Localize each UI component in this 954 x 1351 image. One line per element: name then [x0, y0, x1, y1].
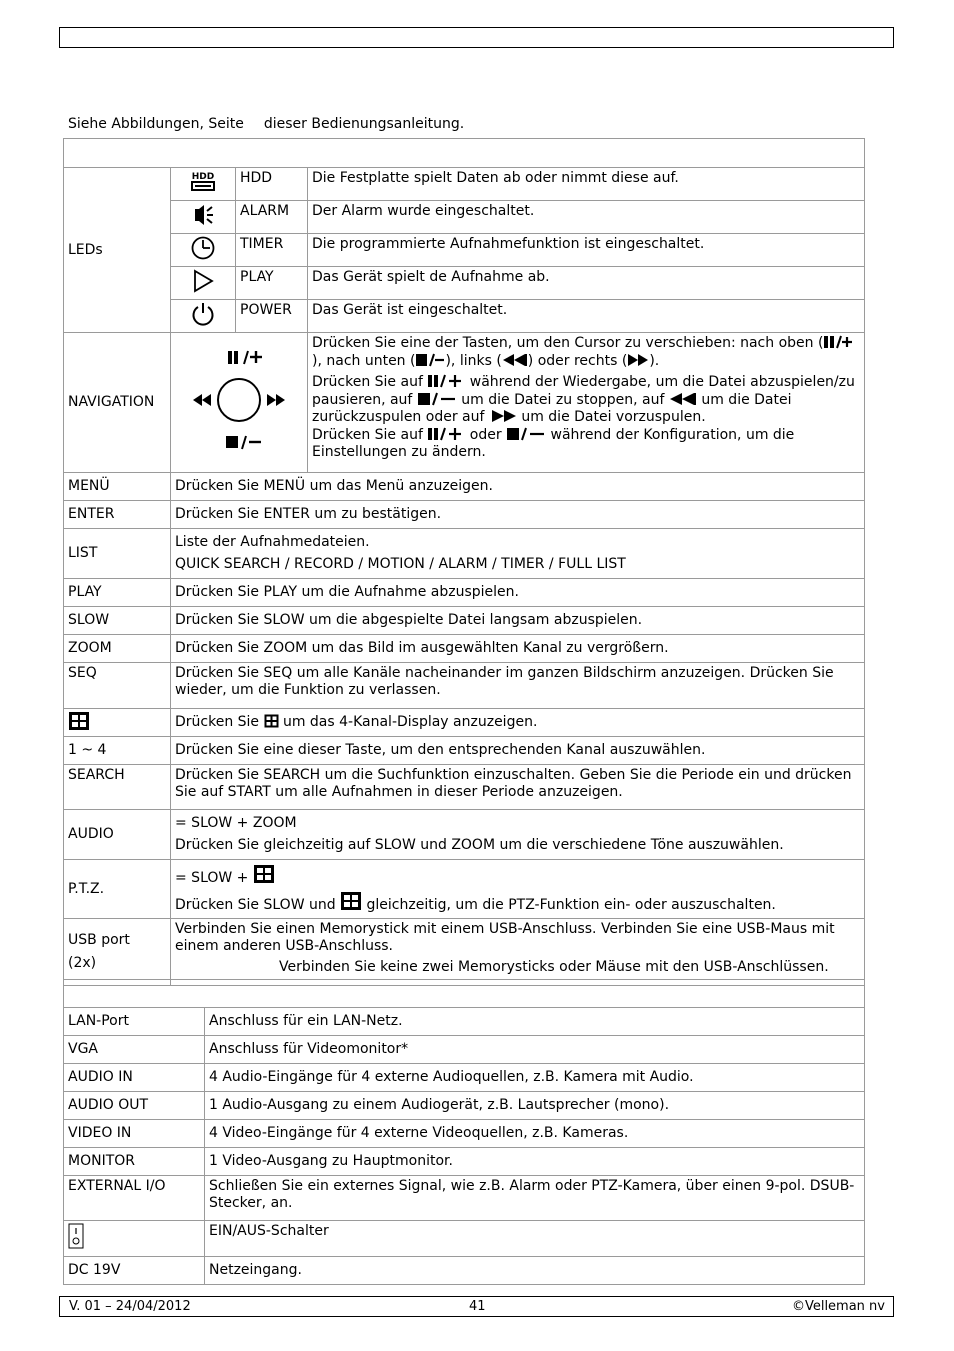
row-desc: = SLOW + ZOOM Drücken Sie gleichzeitig auf SLOW und ZOOM um die verschiedene Töne auszuwählen.	[171, 810, 865, 860]
led-desc: Die Festplatte spielt Daten ab oder nimmt diese auf.	[308, 168, 865, 201]
row-desc: Anschluss für Videomonitor*	[205, 1036, 865, 1064]
row-desc: 1 Video-Ausgang zu Hauptmonitor.	[205, 1148, 865, 1176]
row-key: VGA	[64, 1036, 205, 1064]
usb-key: USB port (2x)	[64, 919, 171, 986]
quad-display-icon	[68, 711, 90, 731]
row-key: ZOOM	[64, 635, 171, 663]
row-desc: Drücken Sie ZOOM um das Bild im ausgewählten Kanal zu vergrößern.	[171, 635, 865, 663]
leds-label: LEDs	[64, 168, 171, 333]
table-row	[64, 529, 865, 579]
row-key: MENÜ	[64, 473, 171, 501]
led-name: TIMER	[236, 234, 308, 267]
table-row	[64, 579, 865, 607]
row-key: SEQ	[64, 663, 171, 709]
timer-icon	[171, 234, 236, 267]
table-row	[64, 234, 865, 267]
row-desc: Drücken Sie SEQ um alle Kanäle nacheinander im ganzen Bildschirm anzuzeigen. Drücken Sie wieder, um die Funktion zu verlassen.	[171, 663, 865, 709]
stop-minus-icon	[415, 353, 445, 367]
row-key: MONITOR	[64, 1148, 205, 1176]
back-panel-header-row	[64, 980, 865, 1008]
table-row	[64, 1148, 865, 1176]
row-desc: Anschluss für ein LAN-Netz.	[205, 1008, 865, 1036]
table-row	[64, 1221, 865, 1257]
table-row	[64, 501, 865, 529]
table-row	[64, 1176, 865, 1221]
table-row	[64, 473, 865, 501]
forward-icon	[627, 353, 649, 367]
led-name: POWER	[236, 300, 308, 333]
navigation-label: NAVIGATION	[64, 333, 171, 473]
power-switch-key	[64, 1221, 205, 1257]
intro-text	[68, 116, 464, 132]
row-desc: EIN/AUS-Schalter	[205, 1221, 865, 1257]
quad-key	[64, 709, 171, 737]
header-box	[59, 27, 894, 48]
intro-part1: Siehe Abbildungen, Seite	[68, 116, 244, 132]
led-name: HDD	[236, 168, 308, 201]
footer	[59, 1296, 894, 1317]
row-key: LIST	[64, 529, 171, 579]
intro-part2: dieser Bedienungsanleitung.	[263, 116, 465, 132]
forward-icon	[489, 409, 517, 423]
table-row	[64, 300, 865, 333]
table-row	[64, 1120, 865, 1148]
row-desc: Liste der Aufnahmedateien. QUICK SEARCH / RECORD / MOTION / ALARM / TIMER / FULL LIST	[171, 529, 865, 579]
table-row	[64, 635, 865, 663]
table-row	[64, 607, 865, 635]
usb-desc: Verbinden Sie einen Memorystick mit einem USB-Anschluss. Verbinden Sie eine USB-Maus mit einem anderen USB-Anschluss. Verbinden Sie keine zwei Memorysticks oder Mäuse mit den USB-Anschlüssen.	[171, 919, 865, 986]
pause-plus-icon	[823, 335, 853, 349]
pause-plus-icon	[427, 427, 465, 441]
pause-plus-icon	[427, 374, 465, 388]
row-key: SLOW	[64, 607, 171, 635]
led-name: ALARM	[236, 201, 308, 234]
led-desc: Der Alarm wurde eingeschaltet.	[308, 201, 865, 234]
svg-text:HDD: HDD	[191, 171, 215, 182]
navigation-pad-icon	[171, 333, 308, 473]
row-desc: Netzeingang.	[205, 1257, 865, 1285]
table-row	[64, 333, 865, 473]
row-key: VIDEO IN	[64, 1120, 205, 1148]
row-desc: Drücken Sie SLOW um die abgespielte Datei langsam abzuspielen.	[171, 607, 865, 635]
table-row	[64, 1008, 865, 1036]
quad-display-icon	[340, 891, 362, 911]
row-desc: 1 Audio-Ausgang zu einem Audiogerät, z.B. Lautsprecher (mono).	[205, 1092, 865, 1120]
table-row	[64, 663, 865, 709]
power-icon	[171, 300, 236, 333]
hdd-icon	[171, 168, 236, 201]
row-key: ENTER	[64, 501, 171, 529]
alarm-icon	[171, 201, 236, 234]
led-desc: Die programmierte Aufnahmefunktion ist eingeschaltet.	[308, 234, 865, 267]
ptz-desc: = SLOW + Drücken Sie SLOW und gleichzeitig, um die PTZ-Funktion ein- oder auszuschalten.	[171, 860, 865, 919]
play-icon	[171, 267, 236, 300]
table-row	[64, 860, 865, 919]
rewind-icon	[502, 353, 528, 367]
power-switch-icon	[68, 1223, 84, 1249]
navigation-para-2: Drücken Sie auf während der Wiedergabe, um die Datei abzuspielen/zu pausieren, auf um die Datei zu stoppen, auf um die Datei zurückzuspulen oder auf um die Datei vorzuspulen. Drücken Sie auf oder während der Konfiguration, um die Einstellungen zu ändern.	[312, 374, 855, 460]
table-header	[64, 139, 865, 168]
table-row	[64, 201, 865, 234]
navigation-para-1: Drücken Sie eine der Tasten, um den Cursor zu verschieben: nach oben (), nach unten ( ), links ( ) oder rechts ( ).	[312, 335, 860, 370]
footer-page-number: 41	[469, 1299, 486, 1314]
back-panel-table	[63, 979, 865, 1285]
table-row	[64, 737, 865, 765]
row-key: 1 ~ 4	[64, 737, 171, 765]
row-desc: Schließen Sie ein externes Signal, wie z.B. Alarm oder PTZ-Kamera, über einen 9-pol. DSUB-Stecker, an.	[205, 1176, 865, 1221]
footer-version: V. 01 – 24/04/2012	[69, 1299, 191, 1314]
row-key: AUDIO OUT	[64, 1092, 205, 1120]
led-name: PLAY	[236, 267, 308, 300]
row-desc: 4 Video-Eingänge für 4 externe Videoquellen, z.B. Kameras.	[205, 1120, 865, 1148]
row-desc: Drücken Sie eine dieser Taste, um den entsprechenden Kanal auszuwählen.	[171, 737, 865, 765]
footer-brand: ©Velleman nv	[791, 1299, 885, 1314]
table-row	[64, 1092, 865, 1120]
row-key: EXTERNAL I/O	[64, 1176, 205, 1221]
table-row	[64, 267, 865, 300]
stop-minus-icon	[506, 427, 546, 441]
row-desc: 4 Audio-Eingänge für 4 externe Audioquellen, z.B. Kamera mit Audio.	[205, 1064, 865, 1092]
table-row	[64, 709, 865, 737]
table-row	[64, 168, 865, 201]
rewind-icon	[669, 392, 697, 406]
front-panel-table	[63, 138, 865, 986]
quad-display-icon	[253, 864, 275, 884]
row-key: AUDIO IN	[64, 1064, 205, 1092]
row-desc: Drücken Sie ENTER um zu bestätigen.	[171, 501, 865, 529]
front-panel-header-row	[64, 139, 865, 168]
quad-display-icon	[264, 714, 279, 728]
row-desc: Drücken Sie SEARCH um die Suchfunktion einzuschalten. Geben Sie die Periode ein und drücken Sie auf START um alle Aufnahmen in dieser Periode anzuzeigen.	[171, 765, 865, 810]
table-row	[64, 765, 865, 810]
row-key: PLAY	[64, 579, 171, 607]
led-desc: Das Gerät spielt de Aufnahme ab.	[308, 267, 865, 300]
stop-minus-icon	[417, 392, 457, 406]
row-key: LAN-Port	[64, 1008, 205, 1036]
led-desc: Das Gerät ist eingeschaltet.	[308, 300, 865, 333]
table-header	[64, 980, 865, 1008]
row-key: SEARCH	[64, 765, 171, 810]
navigation-desc	[308, 333, 865, 473]
table-row	[64, 1036, 865, 1064]
ptz-key: P.T.Z.	[64, 860, 171, 919]
row-desc: Drücken Sie PLAY um die Aufnahme abzuspielen.	[171, 579, 865, 607]
table-row	[64, 919, 865, 986]
row-desc: Drücken Sie um das 4-Kanal-Display anzuzeigen.	[171, 709, 865, 737]
table-row	[64, 1257, 865, 1285]
table-row	[64, 1064, 865, 1092]
row-key: DC 19V	[64, 1257, 205, 1285]
row-desc: Drücken Sie MENÜ um das Menü anzuzeigen.	[171, 473, 865, 501]
row-key: AUDIO	[64, 810, 171, 860]
table-row	[64, 810, 865, 860]
